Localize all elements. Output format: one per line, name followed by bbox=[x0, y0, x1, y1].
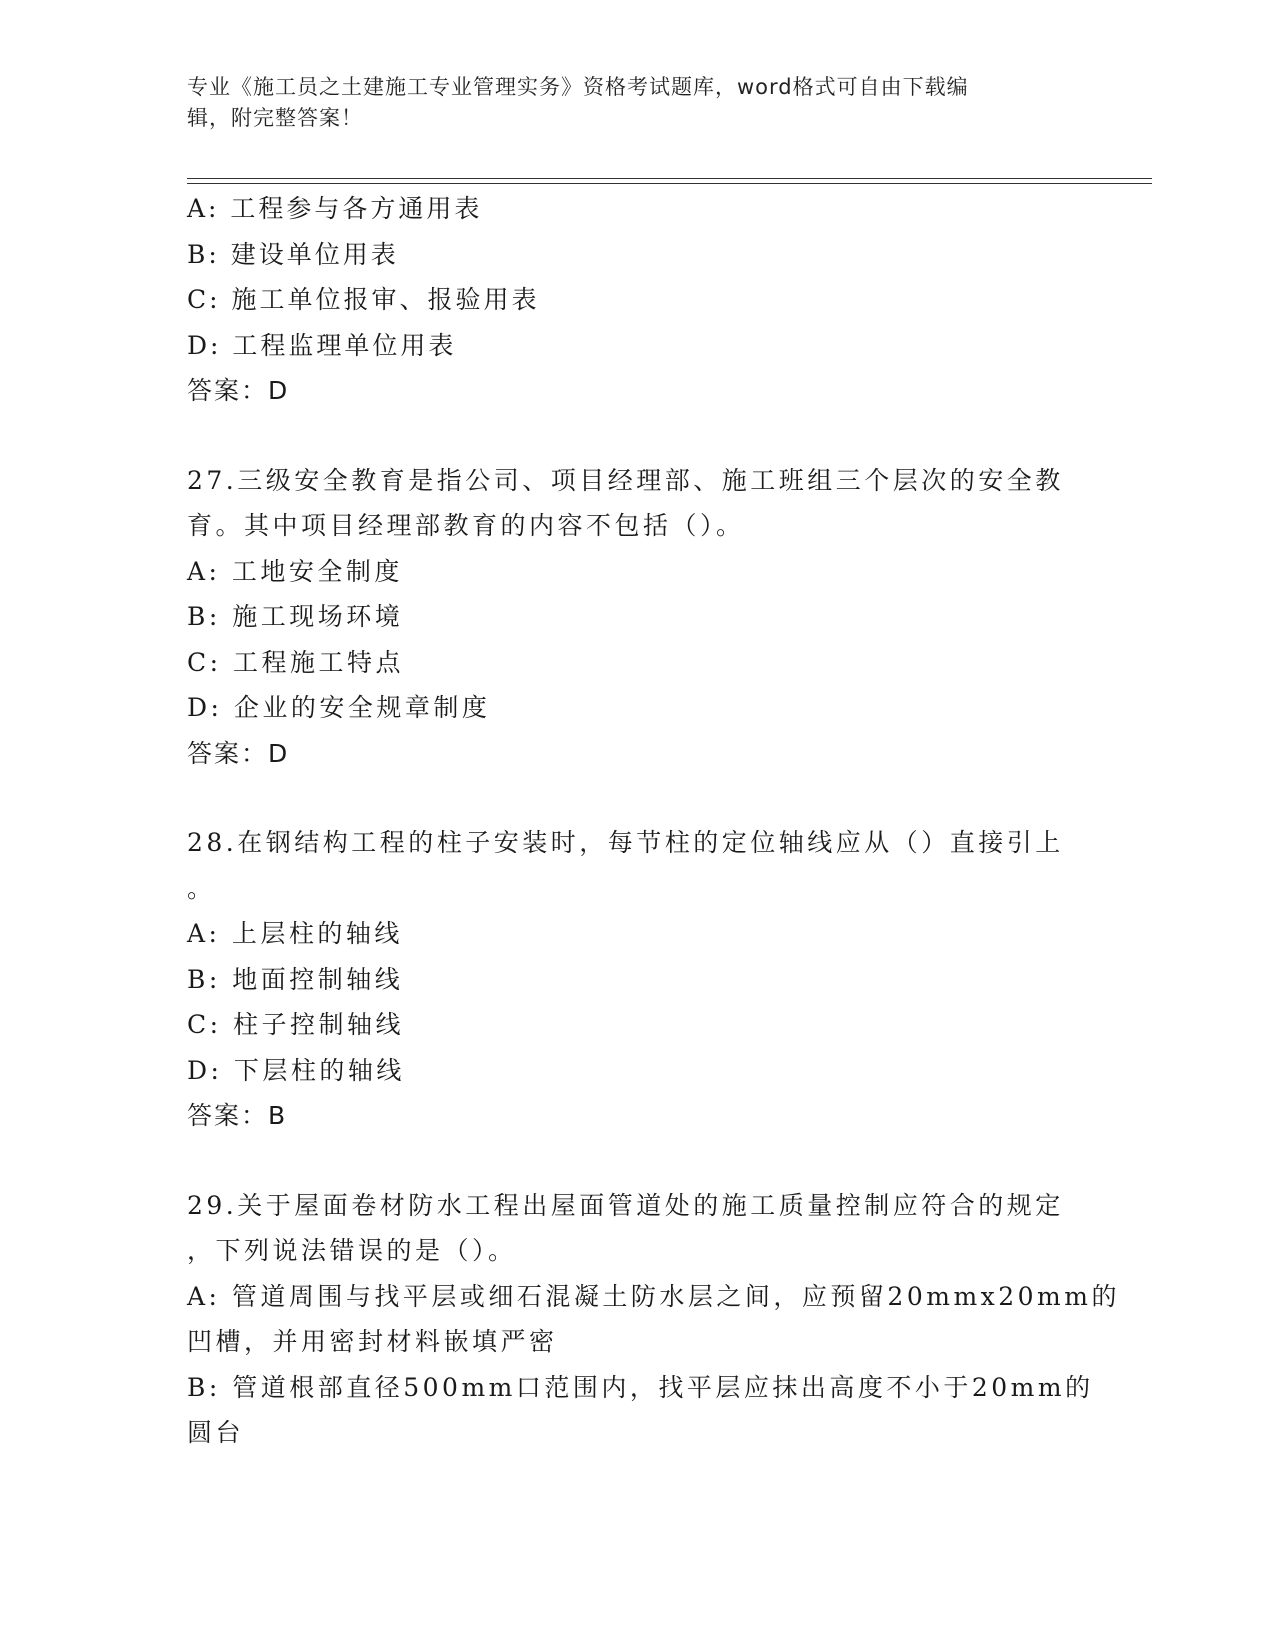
option-a-line-2: 凹槽，并用密封材料嵌填严密 bbox=[187, 1327, 558, 1356]
header-divider-top bbox=[187, 178, 1152, 179]
option-a: A: 工程参与各方通用表 bbox=[187, 194, 483, 223]
answer-line: 答案：B bbox=[187, 1101, 288, 1130]
header-divider-bottom bbox=[187, 183, 1152, 184]
question-text-line-1: 28.在钢结构工程的柱子安装时，每节柱的定位轴线应从（）直接引上 bbox=[187, 828, 1064, 857]
option-c: C: 柱子控制轴线 bbox=[187, 1010, 404, 1039]
spacer bbox=[187, 414, 1077, 458]
answer-line: 答案：D bbox=[187, 738, 290, 768]
question-list bbox=[187, 186, 1120, 1456]
question-block-27 bbox=[187, 458, 1077, 777]
option-d: D: 下层柱的轴线 bbox=[187, 1055, 405, 1085]
option-a: A: 工地安全制度 bbox=[187, 556, 403, 586]
question-text-line-1: 29.关于屋面卷材防水工程出屋面管道处的施工质量控制应符合的规定 bbox=[187, 1190, 1064, 1220]
question-text-line-2: 育。其中项目经理部教育的内容不包括（）。 bbox=[187, 511, 745, 540]
option-b: B: 地面控制轴线 bbox=[187, 964, 404, 994]
option-b-line-2: 圆台 bbox=[187, 1418, 245, 1447]
option-b: B: 施工现场环境 bbox=[187, 602, 404, 631]
option-d: D: 企业的安全规章制度 bbox=[187, 693, 491, 722]
option-b-line-1: B: 管道根部直径500mm口范围内，找平层应抹出高度不小于20mm的 bbox=[187, 1372, 1094, 1402]
option-a-line-1: A: 管道周围与找平层或细石混凝土防水层之间，应预留20mmx20mm的 bbox=[187, 1281, 1120, 1311]
option-c: C: 施工单位报审、报验用表 bbox=[187, 285, 540, 314]
question-block-28 bbox=[187, 820, 1077, 1139]
option-b: B: 建设单位用表 bbox=[187, 239, 399, 269]
question-text-line-2: 。 bbox=[187, 873, 216, 903]
header-line-2: 辑，附完整答案！ bbox=[187, 106, 363, 130]
answer-line: 答案：D bbox=[187, 376, 290, 405]
option-c: C: 工程施工特点 bbox=[187, 647, 404, 677]
spacer bbox=[187, 1139, 1077, 1183]
question-block-29 bbox=[187, 1183, 1120, 1456]
header-line-1: 专业《施工员之土建施工专业管理实务》资格考试题库，word格式可自由下载编 bbox=[187, 75, 969, 99]
option-a: A: 上层柱的轴线 bbox=[187, 919, 403, 948]
document-header bbox=[187, 72, 1067, 134]
question-block-26 bbox=[187, 186, 1077, 414]
question-text-line-1: 27.三级安全教育是指公司、项目经理部、施工班组三个层次的安全教 bbox=[187, 465, 1064, 495]
option-d: D: 工程监理单位用表 bbox=[187, 330, 457, 360]
spacer bbox=[187, 776, 1077, 820]
question-text-line-2: ，下列说法错误的是（）。 bbox=[187, 1236, 517, 1265]
